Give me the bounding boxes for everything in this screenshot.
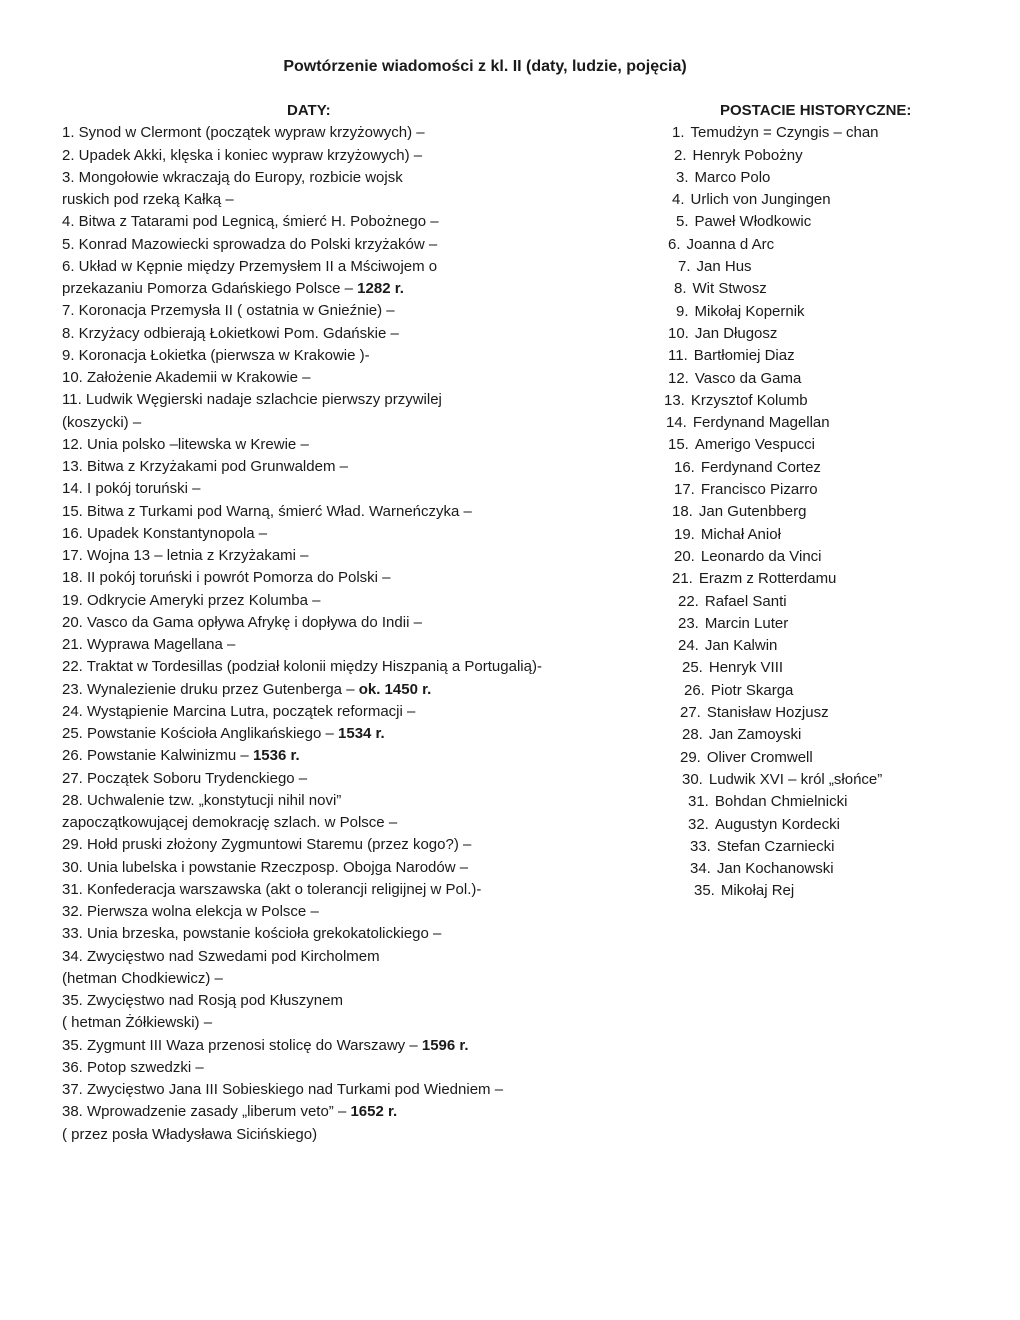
figure-item bbox=[662, 457, 962, 479]
figure-name: Amerigo Vespucci bbox=[694, 436, 815, 454]
figure-name: Jan Hus bbox=[696, 258, 752, 276]
figure-number: 7. bbox=[678, 258, 691, 276]
figure-number: 30. bbox=[682, 770, 703, 788]
date-line-text: 31. Konfederacja warszawska (akt o tolerancji religijnej w Pol.)- bbox=[62, 880, 482, 898]
figure-item bbox=[662, 657, 962, 679]
figure-item bbox=[662, 680, 962, 702]
date-line-text: 33. Unia brzeska, powstanie kościoła grekokatolickiego – bbox=[62, 925, 442, 943]
figure-number: 12. bbox=[668, 369, 689, 387]
figure-number: 3. bbox=[676, 168, 689, 186]
figure-name: Ludwik XVI – król „słońce” bbox=[708, 770, 883, 788]
figure-item bbox=[662, 390, 962, 412]
date-line-text: 1. Synod w Clermont (początek wypraw krzyżowych) – bbox=[62, 124, 425, 142]
date-line-text: 35. Zwycięstwo nad Rosją pod Kłuszynem bbox=[62, 992, 343, 1009]
date-line-year: 1596 r. bbox=[421, 1036, 469, 1054]
figure-name: Stanisław Hozjusz bbox=[706, 704, 829, 722]
figure-item bbox=[662, 814, 962, 836]
figures-heading: POSTACIE HISTORYCZNE: bbox=[720, 102, 912, 119]
date-line bbox=[62, 145, 622, 167]
date-line bbox=[62, 990, 622, 1012]
figure-number: 19. bbox=[674, 525, 695, 543]
figure-name: Joanna d Arc bbox=[686, 235, 775, 253]
figure-number: 20. bbox=[674, 547, 695, 565]
figure-name: Mikołaj Kopernik bbox=[694, 302, 805, 320]
date-line-text: 30. Unia lubelska i powstanie Rzeczposp. Obojga Narodów – bbox=[62, 858, 469, 876]
date-line bbox=[62, 545, 622, 567]
figure-name: Jan Kochanowski bbox=[716, 860, 834, 878]
figure-name: Urlich von Jungingen bbox=[690, 191, 831, 209]
date-line-text: 6. Układ w Kępnie między Przemysłem II a Mściwojem o bbox=[62, 257, 438, 275]
date-line-text: 25. Powstanie Kościoła Anglikańskiego – bbox=[62, 725, 339, 742]
date-line-text: 10. Założenie Akademii w Krakowie – bbox=[62, 369, 311, 386]
date-line-text: 38. Wprowadzenie zasady „liberum veto” – bbox=[62, 1103, 351, 1121]
date-line-text: ( hetman Żółkiewski) – bbox=[62, 1014, 213, 1032]
date-line bbox=[62, 1124, 622, 1146]
document-title: Powtórzenie wiadomości z kl. II (daty, ludzie, pojęcia) bbox=[283, 58, 687, 75]
figure-item bbox=[662, 858, 962, 880]
figure-name: Michał Anioł bbox=[700, 525, 781, 543]
figures-column bbox=[662, 100, 962, 903]
date-line bbox=[62, 834, 622, 856]
figure-item bbox=[662, 568, 962, 590]
figure-item bbox=[662, 546, 962, 568]
date-line-text: 36. Potop szwedzki – bbox=[62, 1058, 204, 1076]
date-line bbox=[62, 879, 622, 901]
date-line-text: 23. Wynalezienie druku przez Gutenberga – bbox=[62, 680, 359, 698]
date-line-year: ok. 1450 r. bbox=[358, 680, 432, 698]
figure-item bbox=[662, 167, 962, 189]
figure-item bbox=[662, 724, 962, 746]
date-line-text: zapoczątkowującej demokrację szlach. w Polsce – bbox=[62, 814, 398, 831]
date-line bbox=[62, 1035, 622, 1057]
figure-number: 1. bbox=[672, 124, 685, 142]
date-line-text: 5. Konrad Mazowiecki sprowadza do Polski krzyżaków – bbox=[62, 235, 438, 253]
figure-number: 4. bbox=[672, 191, 685, 209]
figure-item bbox=[662, 345, 962, 367]
date-line-text: 7. Koronacja Przemysła II ( ostatnia w Gnieźnie) – bbox=[62, 302, 395, 320]
date-line-text: 21. Wyprawa Magellana – bbox=[62, 636, 236, 653]
date-line bbox=[62, 812, 622, 834]
date-line bbox=[62, 434, 622, 456]
figure-number: 27. bbox=[680, 704, 701, 722]
figure-number: 32. bbox=[688, 815, 709, 833]
figure-name: Oliver Cromwell bbox=[706, 748, 813, 766]
date-line-text: 9. Koronacja Łokietka (pierwsza w Krakowie )- bbox=[62, 346, 370, 364]
figure-item bbox=[662, 256, 962, 278]
figure-name: Krzysztof Kolumb bbox=[690, 391, 808, 409]
date-line-text: 37. Zwycięstwo Jana III Sobieskiego nad Turkami pod Wiedniem – bbox=[62, 1081, 504, 1098]
figure-number: 6. bbox=[668, 235, 681, 253]
figure-name: Wit Stwosz bbox=[692, 280, 767, 298]
figure-item bbox=[662, 613, 962, 635]
date-line bbox=[62, 278, 622, 300]
date-line-text: ( przez posła Władysława Sicińskiego) bbox=[62, 1125, 318, 1143]
date-line-text: 8. Krzyżacy odbierają Łokietkowi Pom. Gdańskie – bbox=[62, 324, 399, 342]
date-line-text: 4. Bitwa z Tatarami pod Legnicą, śmierć H. Pobożnego – bbox=[62, 213, 439, 231]
date-line bbox=[62, 857, 622, 879]
date-line-text: 18. II pokój toruński i powrót Pomorza do Polski – bbox=[62, 569, 391, 587]
figure-number: 34. bbox=[690, 860, 711, 878]
figure-item bbox=[662, 211, 962, 233]
figure-number: 14. bbox=[666, 414, 687, 432]
date-line-year: 1534 r. bbox=[338, 725, 385, 742]
date-line bbox=[62, 968, 622, 990]
figure-item bbox=[662, 747, 962, 769]
figure-number: 25. bbox=[682, 659, 703, 677]
figure-number: 33. bbox=[690, 837, 711, 855]
figure-name: Rafael Santi bbox=[704, 592, 787, 610]
date-line bbox=[62, 567, 622, 589]
date-line-year: 1652 r. bbox=[350, 1103, 398, 1121]
date-line bbox=[62, 701, 622, 723]
figure-item bbox=[662, 591, 962, 613]
date-line bbox=[62, 1079, 622, 1101]
figure-name: Piotr Skarga bbox=[710, 681, 794, 699]
dates-list bbox=[62, 122, 622, 1146]
date-line-text: 35. Zygmunt III Waza przenosi stolicę do Warszawy – bbox=[62, 1036, 422, 1054]
date-line-text: ruskich pod rzeką Kałką – bbox=[62, 191, 234, 208]
figure-item bbox=[662, 880, 962, 902]
date-line-text: 34. Zwycięstwo nad Szwedami pod Kircholmem bbox=[62, 947, 380, 965]
figure-name: Paweł Włodkowic bbox=[694, 213, 812, 231]
figure-item bbox=[662, 635, 962, 657]
date-line bbox=[62, 745, 622, 767]
figure-number: 15. bbox=[668, 436, 689, 454]
figure-name: Bartłomiej Diaz bbox=[693, 347, 795, 365]
figure-item bbox=[662, 501, 962, 523]
figure-item bbox=[662, 412, 962, 434]
date-line-text: 14. I pokój toruński – bbox=[62, 480, 201, 498]
figure-number: 16. bbox=[674, 458, 695, 476]
figure-item bbox=[662, 479, 962, 501]
date-line bbox=[62, 523, 622, 545]
date-line bbox=[62, 1101, 622, 1123]
date-line-text: (hetman Chodkiewicz) – bbox=[62, 969, 223, 987]
date-line-text: 22. Traktat w Tordesillas (podział kolonii między Hiszpanią a Portugalią)- bbox=[62, 658, 542, 676]
date-line bbox=[62, 501, 622, 523]
date-line bbox=[62, 1057, 622, 1079]
date-line bbox=[62, 901, 622, 923]
date-line-text: 3. Mongołowie wkraczają do Europy, rozbicie wojsk bbox=[62, 168, 403, 186]
date-line-text: 17. Wojna 13 – letnia z Krzyżakami – bbox=[62, 547, 309, 564]
figure-number: 10. bbox=[668, 324, 689, 342]
date-line-text: 20. Vasco da Gama opływa Afrykę i dopływa do Indii – bbox=[62, 613, 422, 631]
figure-item bbox=[662, 836, 962, 858]
date-line bbox=[62, 1012, 622, 1034]
figure-name: Henryk VIII bbox=[708, 659, 784, 677]
date-line bbox=[62, 656, 622, 678]
figure-number: 2. bbox=[674, 146, 687, 164]
date-line bbox=[62, 478, 622, 500]
figure-item bbox=[662, 702, 962, 724]
date-line-text: przekazaniu Pomorza Gdańskiego Polsce – bbox=[62, 280, 358, 297]
date-line-text: 32. Pierwsza wolna elekcja w Polsce – bbox=[62, 903, 319, 920]
figure-item bbox=[662, 769, 962, 791]
figure-number: 31. bbox=[688, 793, 709, 811]
date-line-text: 11. Ludwik Węgierski nadaje szlachcie pierwszy przywilej bbox=[62, 391, 442, 409]
date-line bbox=[62, 211, 622, 233]
date-line bbox=[62, 323, 622, 345]
date-line bbox=[62, 946, 622, 968]
figure-number: 5. bbox=[676, 213, 689, 231]
figure-number: 17. bbox=[674, 481, 695, 499]
figure-name: Temudżyn = Czyngis – chan bbox=[690, 124, 879, 142]
date-line bbox=[62, 768, 622, 790]
date-line-text: 26. Powstanie Kalwinizmu – bbox=[62, 747, 253, 765]
dates-column bbox=[62, 100, 622, 1146]
figure-item bbox=[662, 434, 962, 456]
figure-number: 18. bbox=[672, 503, 693, 521]
figure-name: Augustyn Kordecki bbox=[714, 815, 840, 833]
date-line-text: 27. Początek Soboru Trydenckiego – bbox=[62, 769, 308, 787]
date-line bbox=[62, 300, 622, 322]
date-line bbox=[62, 412, 622, 434]
date-line bbox=[62, 790, 622, 812]
figure-item bbox=[662, 368, 962, 390]
date-line-text: 15. Bitwa z Turkami pod Warną, śmierć Wład. Warneńczyka – bbox=[62, 502, 472, 520]
figure-number: 21. bbox=[672, 570, 693, 588]
figure-number: 22. bbox=[678, 592, 699, 610]
figure-name: Marcin Luter bbox=[704, 614, 789, 632]
figure-name: Jan Zamoyski bbox=[708, 726, 802, 744]
date-line bbox=[62, 923, 622, 945]
figure-name: Ferdynand Magellan bbox=[692, 414, 830, 432]
figure-name: Vasco da Gama bbox=[694, 369, 802, 387]
figure-number: 11. bbox=[668, 347, 688, 365]
date-line-text: 24. Wystąpienie Marcina Lutra, początek reformacji – bbox=[62, 702, 416, 720]
figure-number: 28. bbox=[682, 726, 703, 744]
figure-name: Stefan Czarniecki bbox=[716, 837, 835, 855]
date-line-text: 29. Hołd pruski złożony Zygmuntowi Staremu (przez kogo?) – bbox=[62, 836, 472, 854]
date-line bbox=[62, 345, 622, 367]
figure-name: Marco Polo bbox=[694, 168, 771, 186]
date-line bbox=[62, 679, 622, 701]
date-line-text: 19. Odkrycie Ameryki przez Kolumba – bbox=[62, 591, 321, 609]
date-line-year: 1536 r. bbox=[252, 747, 300, 765]
date-line bbox=[62, 367, 622, 389]
figure-name: Jan Kalwin bbox=[704, 637, 778, 655]
figure-item bbox=[662, 323, 962, 345]
figure-name: Jan Długosz bbox=[694, 324, 778, 342]
figure-item bbox=[662, 234, 962, 256]
figure-item bbox=[662, 791, 962, 813]
figure-number: 23. bbox=[678, 614, 699, 632]
figure-number: 13. bbox=[664, 391, 685, 409]
date-line bbox=[62, 634, 622, 656]
figure-name: Erazm z Rotterdamu bbox=[698, 570, 837, 588]
date-line-text: 28. Uchwalenie tzw. „konstytucji nihil novi” bbox=[62, 791, 342, 809]
date-line-text: (koszycki) – bbox=[62, 413, 142, 431]
date-line-text: 16. Upadek Konstantynopola – bbox=[62, 524, 268, 542]
figure-name: Henryk Pobożny bbox=[692, 146, 803, 164]
figure-name: Mikołaj Rej bbox=[720, 882, 795, 900]
date-line bbox=[62, 256, 622, 278]
figure-number: 35. bbox=[694, 882, 715, 900]
date-line bbox=[62, 590, 622, 612]
figure-item bbox=[662, 278, 962, 300]
figure-number: 9. bbox=[676, 302, 689, 320]
figure-item bbox=[662, 189, 962, 211]
dates-heading: DATY: bbox=[287, 102, 331, 119]
figure-number: 8. bbox=[674, 280, 687, 298]
date-line bbox=[62, 234, 622, 256]
date-line bbox=[62, 167, 622, 189]
figure-number: 24. bbox=[678, 637, 699, 655]
date-line-text: 13. Bitwa z Krzyżakami pod Grunwaldem – bbox=[62, 458, 348, 475]
date-line bbox=[62, 456, 622, 478]
date-line-text: 2. Upadek Akki, klęska i koniec wypraw krzyżowych) – bbox=[62, 146, 423, 164]
date-line-year: 1282 r. bbox=[357, 280, 404, 297]
date-line bbox=[62, 723, 622, 745]
figure-number: 29. bbox=[680, 748, 701, 766]
date-line-text: 12. Unia polsko –litewska w Krewie – bbox=[62, 435, 309, 453]
date-line bbox=[62, 189, 622, 211]
figure-item bbox=[662, 122, 962, 144]
figure-number: 26. bbox=[684, 681, 705, 699]
figure-item bbox=[662, 301, 962, 323]
date-line bbox=[62, 122, 622, 144]
figures-list bbox=[662, 122, 962, 902]
figure-name: Jan Gutenbberg bbox=[698, 503, 807, 521]
figure-name: Ferdynand Cortez bbox=[700, 458, 821, 476]
figure-name: Bohdan Chmielnicki bbox=[714, 793, 848, 811]
date-line bbox=[62, 389, 622, 411]
figure-name: Francisco Pizarro bbox=[700, 481, 818, 499]
date-line bbox=[62, 612, 622, 634]
figure-item bbox=[662, 145, 962, 167]
figure-name: Leonardo da Vinci bbox=[700, 547, 822, 565]
figure-item bbox=[662, 524, 962, 546]
